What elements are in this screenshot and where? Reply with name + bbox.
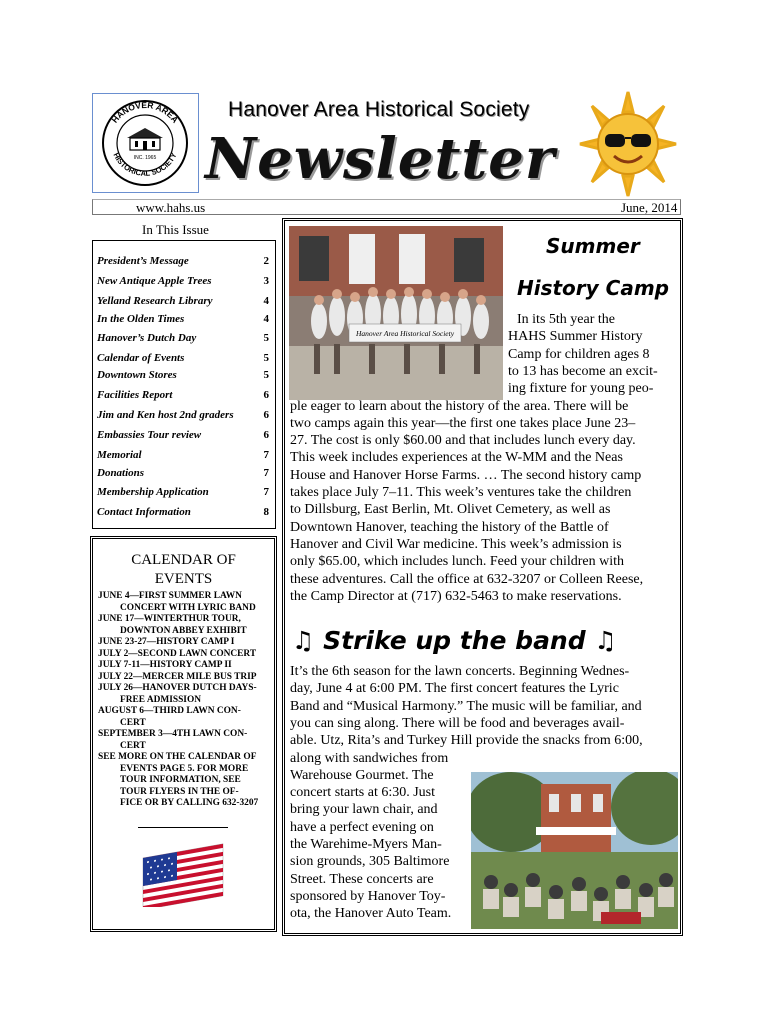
logo-text-top: HANOVER AREA xyxy=(109,99,181,125)
toc-item-title: Facilities Report xyxy=(97,389,173,401)
photo-banner-text: Hanover Area Historical Society xyxy=(355,329,455,338)
toc-item-page: 6 xyxy=(263,409,269,421)
toc-item-page: 3 xyxy=(263,275,269,287)
history-camp-group-photo xyxy=(289,226,503,400)
toc-item-page: 7 xyxy=(263,467,269,479)
camp-article-line: the Camp Director at (717) 632-5463 to make reservations. xyxy=(290,588,622,604)
toc-item-page: 2 xyxy=(263,255,269,267)
calendar-title xyxy=(93,551,274,589)
toc-item[interactable] xyxy=(97,486,273,498)
band-article-line: concert starts at 6:30. Just xyxy=(290,785,436,801)
table-of-contents xyxy=(92,240,276,529)
band-article-line: Band and “Musical Harmony.” The music will be familiar, and xyxy=(290,698,642,714)
band-article-title: ♫ Strike up the band ♫ xyxy=(292,626,617,655)
camp-article-title-line1: Summer xyxy=(546,234,640,258)
toc-item-title: Contact Information xyxy=(97,506,191,518)
logo-text-bottom: HISTORICAL SOCIETY xyxy=(111,151,179,178)
camp-article-line: takes place July 7–11. This week’s ventures take the children xyxy=(290,485,632,500)
band-article-line: able. Utz, Rita’s and Turkey Hill provide the snacks from 6:00, xyxy=(290,733,643,749)
calendar-line: SEE MORE ON THE CALENDAR OF xyxy=(98,752,257,762)
toc-item-title: Hanover’s Dutch Day xyxy=(97,332,197,344)
camp-article-line: ing fixture for young peo- xyxy=(508,381,654,397)
toc-item[interactable] xyxy=(97,352,273,364)
toc-item[interactable] xyxy=(97,255,273,267)
toc-item-title: Donations xyxy=(97,467,145,479)
toc-item[interactable] xyxy=(97,332,273,344)
toc-item[interactable] xyxy=(97,295,273,307)
band-article-line: Street. These concerts are xyxy=(290,871,434,887)
toc-item-title: Membership Application xyxy=(97,486,209,498)
toc-item[interactable] xyxy=(97,389,273,401)
toc-item-title: Jim and Ken host 2nd graders xyxy=(97,409,234,421)
camp-article-line: to 13 has become an excit- xyxy=(508,363,658,379)
toc-item-title: Memorial xyxy=(97,449,142,461)
calendar-line: EVENTS PAGE 5. FOR MORE xyxy=(120,763,249,774)
toc-item[interactable] xyxy=(97,449,273,461)
toc-item-page: 7 xyxy=(263,486,269,498)
camp-article-line: ple eager to learn about the history of the area. There will be xyxy=(290,398,629,414)
band-article-line: along with sandwiches from xyxy=(290,750,449,766)
toc-item-page: 8 xyxy=(263,506,269,518)
camp-article-line: Downtown Hanover, teaching the history of the Battle of xyxy=(290,519,609,535)
camp-article-title-line2: History Camp xyxy=(517,276,669,300)
calendar-line: JUNE 4—FIRST SUMMER LAWN xyxy=(98,591,242,601)
toc-item-title: Embassies Tour review xyxy=(97,429,202,441)
band-article-line: sion grounds, 305 Baltimore xyxy=(290,854,450,870)
calendar-line: CERT xyxy=(120,740,146,751)
band-article-line: day, June 4 at 6:00 PM. The first concert features the Lyric xyxy=(290,681,619,697)
calendar-divider xyxy=(138,827,228,828)
calendar-line: TOUR FLYERS IN THE OF- xyxy=(120,786,239,797)
calendar-line: JUNE 17—WINTERTHUR TOUR, xyxy=(98,614,241,624)
calendar-line: JULY 22—MERCER MILE BUS TRIP xyxy=(98,671,257,682)
society-name: Hanover Area Historical Society xyxy=(228,98,530,121)
camp-article-line: two camps again this year—the first one takes place June 23– xyxy=(290,415,636,431)
toc-item[interactable] xyxy=(97,409,273,421)
toc-item-page: 5 xyxy=(263,369,269,381)
toc-item[interactable] xyxy=(97,467,273,479)
calendar-line: JULY 2—SECOND LAWN CONCERT xyxy=(98,648,257,659)
toc-item[interactable] xyxy=(97,369,273,381)
band-article-line: ota, the Hanover Auto Team. xyxy=(290,906,452,922)
toc-item-page: 4 xyxy=(263,295,269,307)
camp-article-line: to Dillsburg, East Berlin, Mt. Olivet Cemetery, as well as xyxy=(290,502,611,518)
band-article-line: bring your lawn chair, and xyxy=(290,802,438,818)
toc-item[interactable] xyxy=(97,429,273,441)
calendar-line: JUNE 23-27—HISTORY CAMP I xyxy=(98,637,235,647)
american-flag-icon xyxy=(137,837,229,912)
toc-item-title: Yelland Research Library xyxy=(97,295,213,307)
toc-item-page: 4 xyxy=(263,313,269,325)
toc-item-title: President’s Message xyxy=(97,255,189,267)
toc-item-title: New Antique Apple Trees xyxy=(97,275,212,287)
camp-article-line: these adventures. Call the office at 632-3207 or Colleen Reese, xyxy=(290,571,644,587)
sun-with-sunglasses-icon xyxy=(578,90,678,203)
toc-item[interactable] xyxy=(97,313,273,325)
calendar-line: FICE OR BY CALLING 632-3207 xyxy=(120,798,259,808)
svg-text:HANOVER AREA xyxy=(110,100,181,125)
society-seal-logo xyxy=(92,93,199,193)
camp-article-line: 27. The cost is only $60.00 and that includes lunch every day. xyxy=(290,433,636,449)
calendar-line: JULY 26—HANOVER DUTCH DAYS- xyxy=(98,683,257,693)
camp-article-line: This week includes experiences at the W-MM and the Neas xyxy=(290,450,623,466)
toc-item-page: 5 xyxy=(263,352,269,364)
masthead-title: Newsletter xyxy=(205,126,556,192)
camp-article-line: only $65.00, which includes lunch. Feed your children with xyxy=(290,554,624,570)
band-article-line: the Warehime-Myers Man- xyxy=(290,837,442,852)
lawn-concert-photo xyxy=(471,772,678,929)
toc-item-page: 5 xyxy=(263,332,269,344)
band-article-line: It’s the 6th season for the lawn concerts. Beginning Wednes- xyxy=(290,664,630,679)
camp-article-line: In its 5th year the xyxy=(517,312,615,327)
camp-article-line: Camp for children ages 8 xyxy=(508,346,650,362)
toc-item-page: 6 xyxy=(263,389,269,401)
band-article-line: you can sing along. There will be food and beverages avail- xyxy=(290,715,625,731)
calendar-line: SEPTEMBER 3—4TH LAWN CON- xyxy=(98,729,248,739)
toc-item-title: In the Olden Times xyxy=(97,313,185,325)
toc-heading: In This Issue xyxy=(142,222,209,237)
band-article-line: sponsored by Hanover Toy- xyxy=(290,888,446,904)
calendar-title-line2: EVENTS xyxy=(154,571,213,587)
camp-article-line: HAHS Summer History xyxy=(508,329,643,345)
calendar-line: TOUR INFORMATION, SEE xyxy=(120,775,241,785)
toc-item[interactable] xyxy=(97,275,273,287)
toc-item-title: Calendar of Events xyxy=(97,352,185,364)
camp-article-line: Hanover and Civil War medicine. This week’s admission is xyxy=(290,536,622,552)
calendar-line: DOWNTON ABBEY EXHIBIT xyxy=(120,625,247,636)
calendar-line: FREE ADMISSION xyxy=(120,694,202,705)
calendar-title-line1: CALENDAR OF xyxy=(131,552,236,568)
toc-item-page: 7 xyxy=(263,449,269,461)
calendar-of-events-box xyxy=(90,536,277,932)
calendar-line: CERT xyxy=(120,717,146,728)
band-article-line: Warehouse Gourmet. The xyxy=(290,767,434,783)
camp-article-line: House and Hanover Horse Farms. … The second history camp xyxy=(290,467,642,483)
calendar-line: CONCERT WITH LYRIC BAND xyxy=(120,602,256,613)
logo-inc: INC. 1965 xyxy=(133,155,157,161)
calendar-line: JULY 7-11—HISTORY CAMP II xyxy=(98,660,232,670)
band-article-line: have a perfect evening on xyxy=(290,819,434,835)
calendar-line: AUGUST 6—THIRD LAWN CON- xyxy=(98,706,241,716)
toc-item[interactable] xyxy=(97,506,273,518)
issue-date: June, 2014 xyxy=(621,200,678,215)
website-link[interactable]: www.hahs.us xyxy=(136,200,206,215)
toc-item-page: 6 xyxy=(263,429,269,441)
toc-item-title: Downtown Stores xyxy=(97,369,177,381)
